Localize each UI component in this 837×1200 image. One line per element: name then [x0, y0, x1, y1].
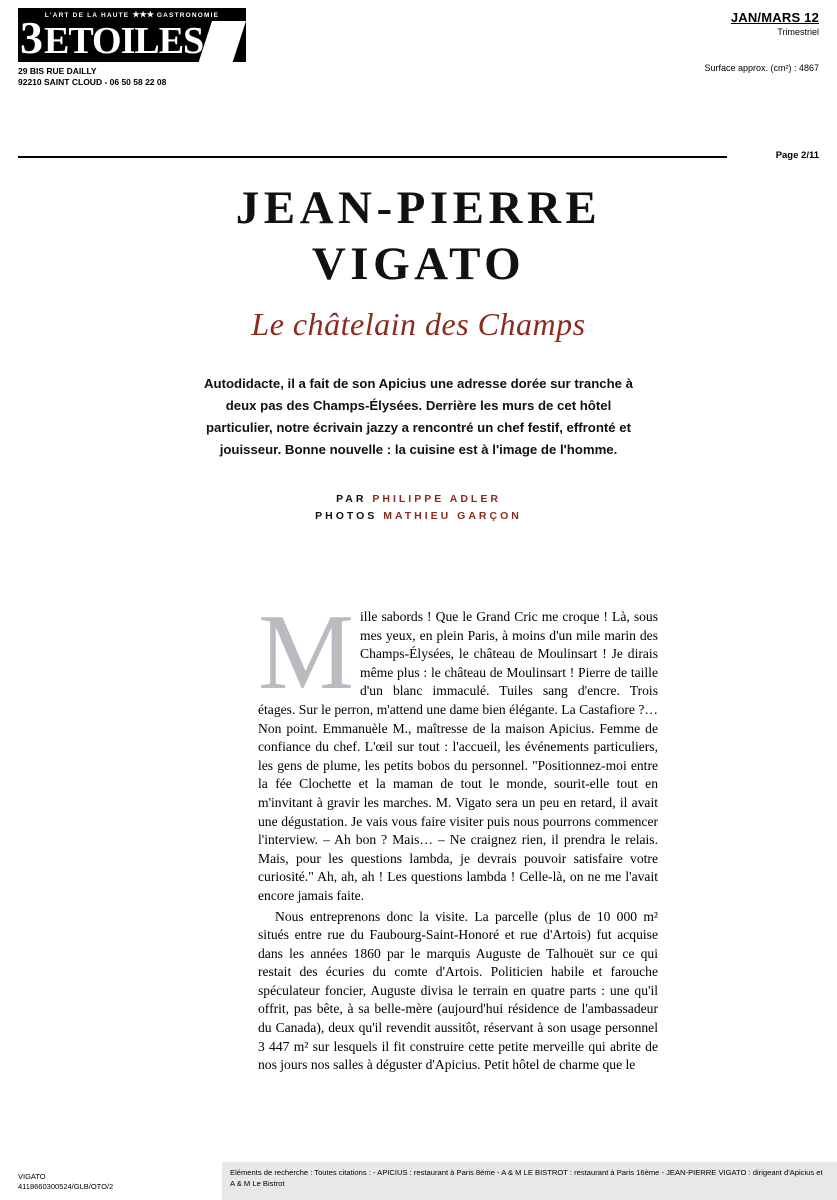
byline-author-name: PHILIPPE ADLER [372, 493, 501, 505]
logo-numeral: 3 [20, 21, 43, 62]
byline-photo-row [0, 508, 837, 525]
body-paragraph-1: ille sabords ! Que le Grand Cric me croque ! Là, sous mes yeux, en plein Paris, à moins d'un mile marin des Champs-Élysées, le château de Moulinsart ! Je dirais même plus : le château de Moulinsart ! Pierre de taille d'un blanc immaculé. Tuiles sang d'encre. Trois étages. Sur le perron, m'attend une dame bien élégante. La Castafiore ?… Non point. Emmanuèle M., maîtresse de la maison Apicius. Femme de confiance du chef. L'œil sur tout : l'accueil, les événements particuliers, les gens de plume, les petits bobos du personnel. "Positionnez-moi entre la fée Clochette et la maman de tout le monde, sourit-elle tout en m'invitant à gravir les marches. M. Vigato sera un peu en retard, il avait une dégustation. Je vais vous faire visiter puis nous pourrons commencer l'interview. – Ah bon ? Mais… – Ne craignez rien, il prendra le relais. Mais, pour les questions lambda, je devrais pouvoir satisfaire votre curiosité." Ah, ah, ah ! Les questions lambda ! Celle-là, on ne me l'avait encore jamais faite. [258, 609, 658, 903]
search-terms-band: Eléments de recherche : Toutes citations : - APICIUS : restaurant à Paris 8ème - A & M LE BISTROT : restaurant à Paris 16ème - JEAN-PIERRE VIGATO : dirigeant d'Apicius et A & M Le Bistrot [222, 1162, 837, 1200]
header-rule-row [18, 152, 819, 164]
horizontal-rule [18, 156, 727, 158]
article-subhead: Le châtelain des Champs [251, 306, 586, 342]
clipping-reference [18, 1172, 113, 1192]
article-body-column [258, 593, 658, 1075]
publication-logo [18, 8, 246, 88]
logo-wordmark [18, 21, 246, 62]
reference-code: 4118660300524/GLB/OTO/2 [18, 1182, 114, 1191]
logo-banner [18, 8, 246, 21]
page-header [0, 0, 837, 130]
article-standfirst: Autodidacte, il a fait de son Apicius une adresse dorée sur tranche à deux pas des Champs-Élysées. Derrière les murs de cet hôtel particulier, notre écrivain jazzy a rencontré un chef festif, effronté et jouisseur. Bonne nouvelle : la cuisine est à l'image de l'homme. [204, 376, 633, 457]
address-line-1: 29 BIS RUE DAILLY [18, 66, 97, 76]
page-number: Page 2/11 [775, 150, 819, 161]
periodicity: Trimestriel [777, 27, 819, 37]
byline-photo-label: PHOTOS [315, 510, 378, 522]
issue-date: JAN/MARS 12 [730, 10, 819, 25]
headline-line-1: JEAN-PIERRE [235, 182, 602, 234]
body-paragraph-2: Nous entreprenons donc la visite. La parcelle (plus de 10 000 m² situés entre rue du Faubourg-Saint-Honoré et rue d'Artois) fut acquise dans les années 1860 par le marquis Auguste de Talhouët sur ce qui restait des écuries du comte d'Artois. Politicien habile et farouche spéculateur foncier, Auguste divisa le terrain en quatre parts : une qu'il offrit, pas bête, à sa belle-mère (aujourd'hui résidence de l'ambassadeur du Canada), deux qu'il revendit aussitôt, réservant à son usage personnel 3 447 m² sur lesquels il fit construire cette petite merveille qui abrite de nos jours nos salles à déguster d'Apicius. Petit hôtel de charme que le [258, 908, 658, 1073]
byline-photo-name: MATHIEU GARÇON [383, 510, 522, 522]
address-line-2: 92210 SAINT CLOUD - 06 50 58 22 08 [18, 77, 167, 87]
issue-info [704, 10, 819, 73]
byline [0, 491, 837, 525]
logo-banner-right: GASTRONOMIE [156, 12, 220, 19]
drop-cap: M [258, 593, 355, 712]
byline-author-label: PAR [336, 493, 367, 505]
publication-address [18, 66, 246, 88]
article-head [0, 180, 837, 525]
logo-banner-left: L'ART DE LA HAUTE [44, 12, 130, 19]
surface-approx: Surface approx. (cm²) : 4867 [704, 63, 819, 73]
headline-line-2: VIGATO [311, 238, 526, 290]
logo-slash-decoration [199, 21, 246, 62]
byline-author-row [0, 491, 837, 508]
reference-name: VIGATO [18, 1172, 46, 1181]
page-title [119, 180, 719, 292]
page-footer [0, 1162, 837, 1200]
logo-word: ETOILES [44, 21, 204, 62]
logo-banner-stars: ★★★ [132, 10, 154, 19]
